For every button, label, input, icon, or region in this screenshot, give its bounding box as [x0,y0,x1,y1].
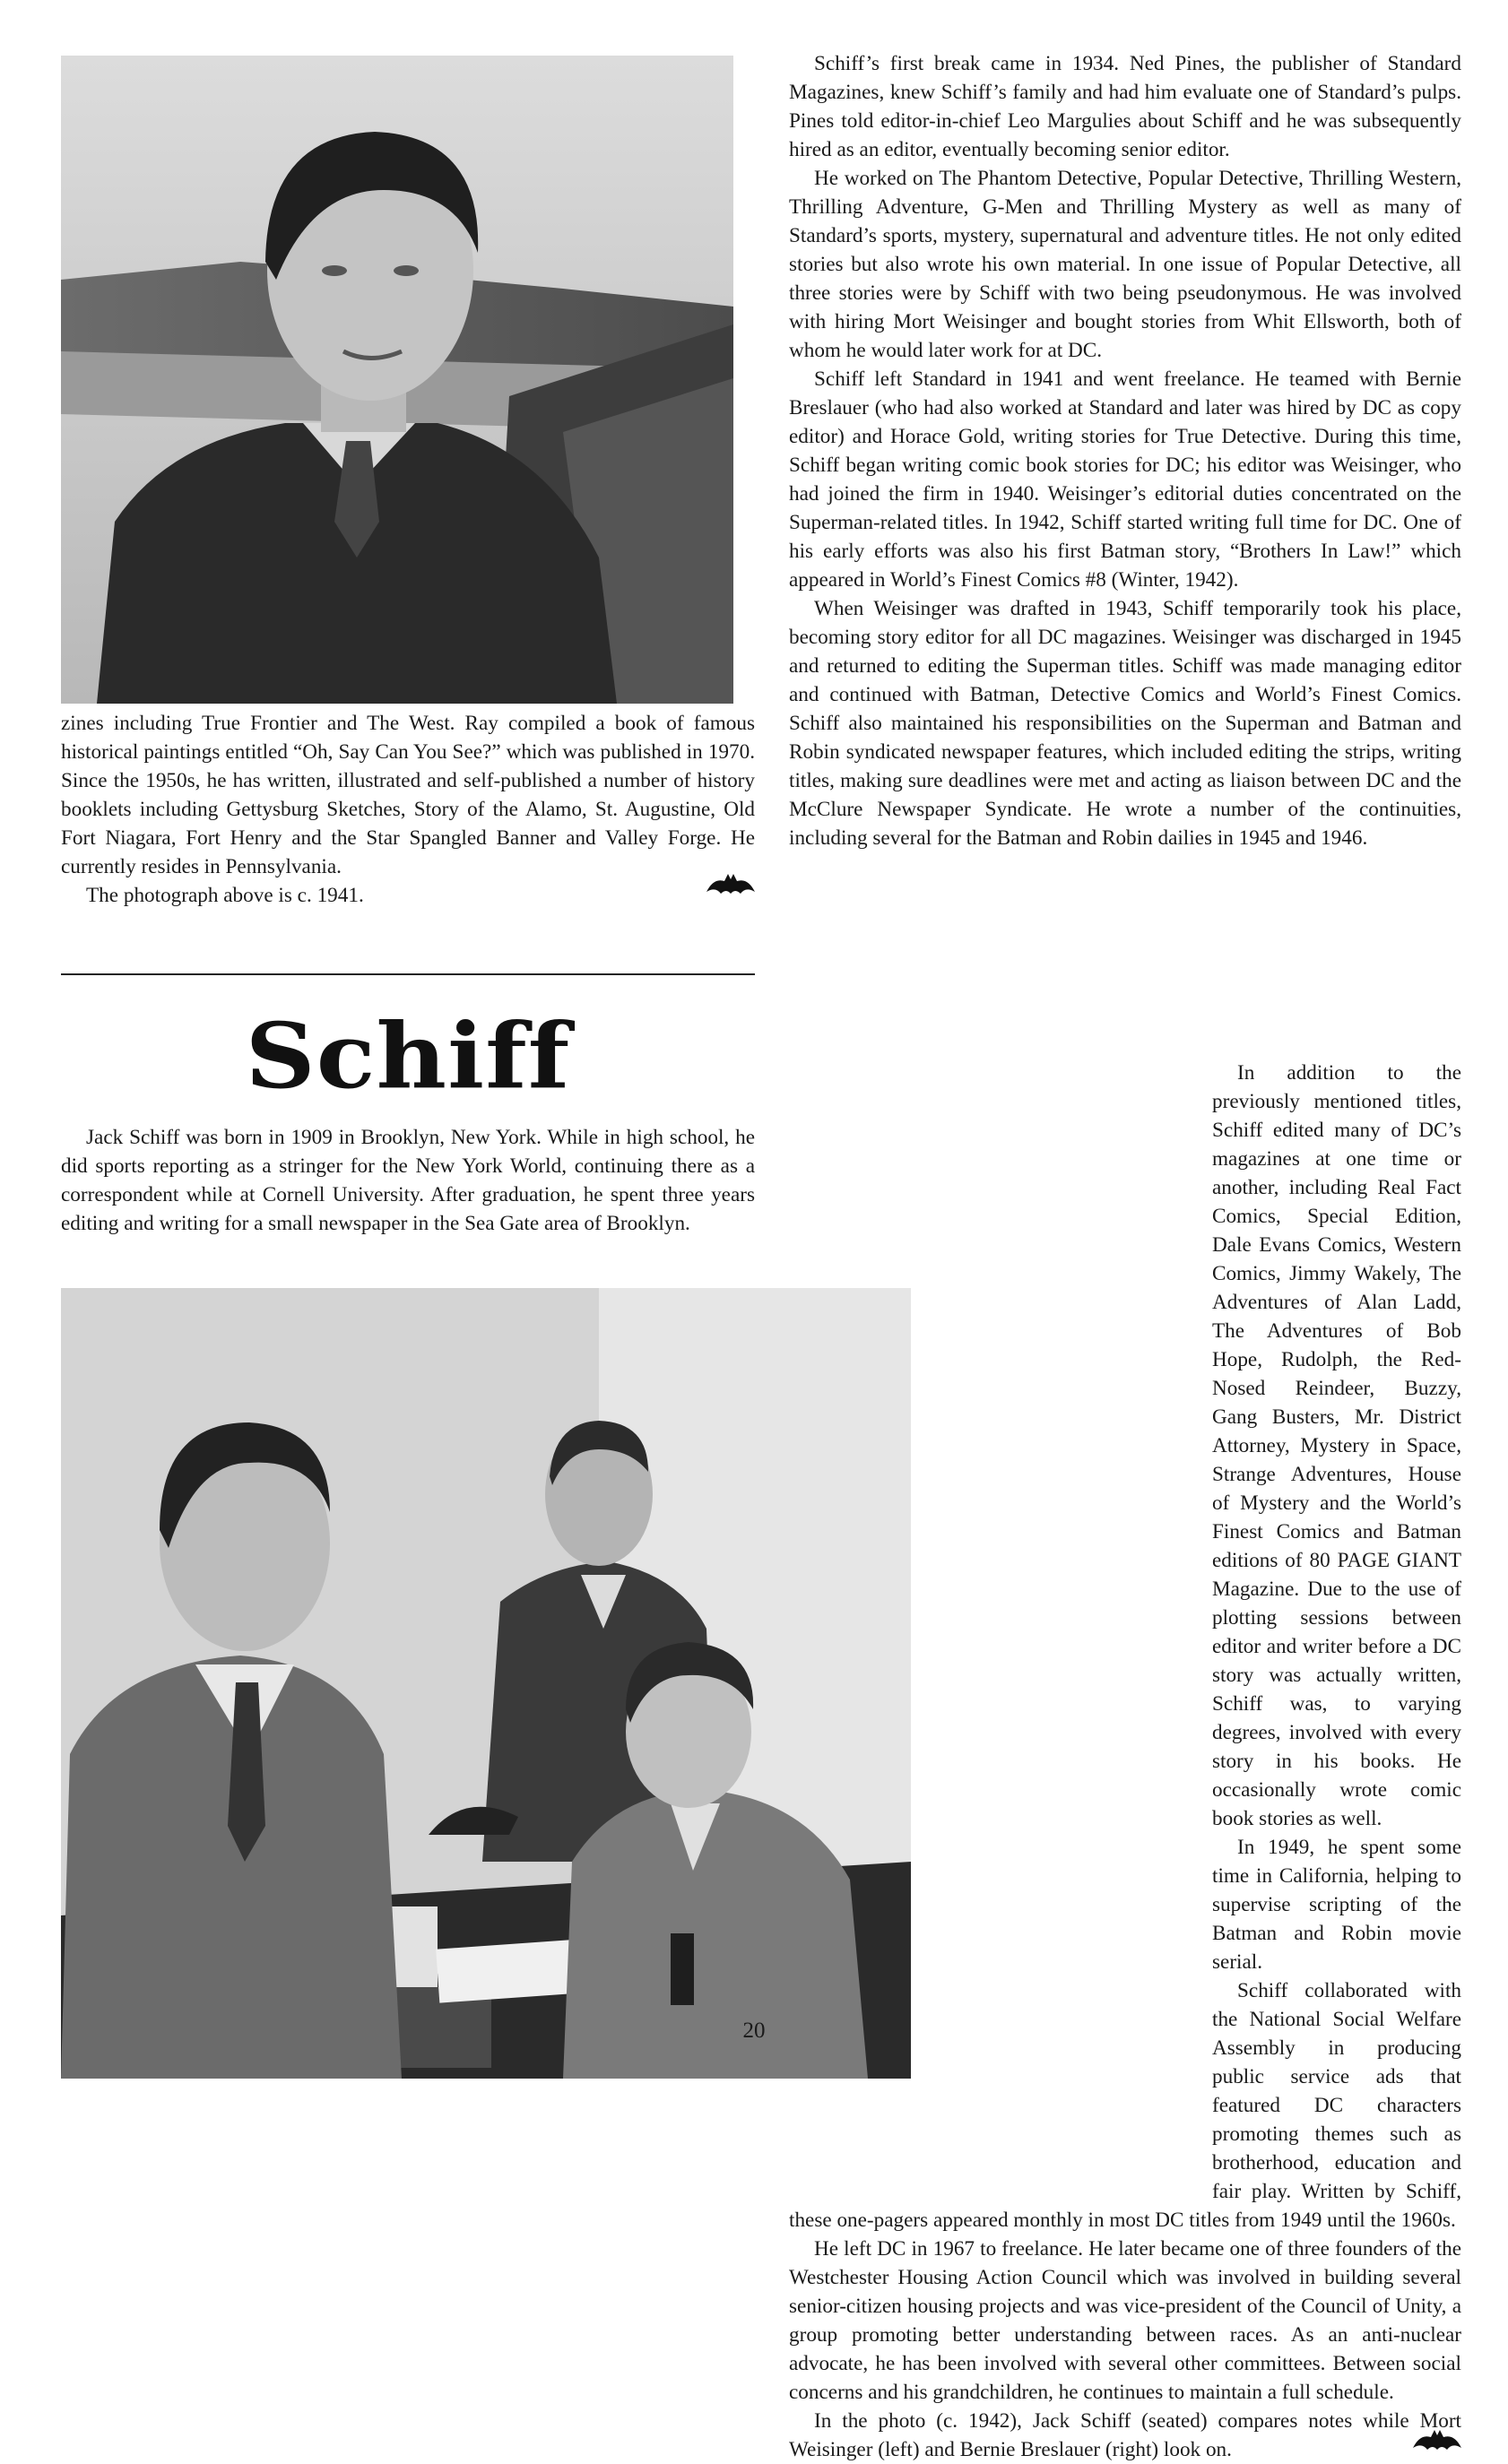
group-photo [61,1288,911,2079]
right-column-upper [789,49,1461,852]
paragraph-4: When Weisinger was drafted in 1943, Schiff temporarily took his place, becoming story editor for all DC magazines. Weisinger was discharged in 1945 and returned to editing the Superman titles. Schiff was made managing editor and continued with Batman, Detective Comics and World’s Finest Comics. Schiff also maintained his responsibilities on the Superman and Batman and Robin syndicated newspaper features, which included editing the strips, writing titles, making sure deadlines were met and acting as liaison between DC and the McClure Newspaper Syndicate. He wrote a number of the continuities, including several for the Batman and Robin dailies in 1945 and 1946. [789,597,1461,850]
group-photo-art [61,1288,911,2079]
bat-icon [681,874,755,903]
paragraph-9 [789,2407,1461,2464]
bio-ray-paragraph: zines including True Frontier and The West. Ray compiled a book of famous historical paintings entitled “Oh, Say Can You See?” which was published in 1970. Since the 1950s, he has written, illustrated and self-published a number of history booklets including Gettysburg Sketches, Story of the Alamo, St. Augustine, Old Fort Niagara, Fort Henry and the Star Spangled Banner and Valley Forge. He currently resides in Pennsylvania. [61,712,755,878]
paragraph-8: He left DC in 1967 to freelance. He later became one of three founders of the Westchester Housing Action Council which was involved in building several senior-citizen housing projects and was vice-president of the Council of Unity, a group promoting better understanding between races. As an anti-nuclear advocate, he has been involved with several other committees. Between social concerns and his grandchildren, he continues to maintain a full schedule. [789,2237,1461,2404]
photo-wrap-space [789,1288,1212,2184]
paragraph-1: Schiff’s first break came in 1934. Ned Pines, the publisher of Standard Magazines, knew Schiff’s family and had him evaluate one of Standard’s pulps. Pines told editor-in-chief Leo Margulies about Schiff and he was subsequently hired as an editor, eventually becoming senior editor. [789,52,1461,161]
right-column-lower [789,1059,1461,2464]
left-column-intro [61,1123,755,1238]
intro-paragraph: Jack Schiff was born in 1909 in Brooklyn, New York. While in high school, he did sports reporting as a stringer for the New York World, continuing there as a correspondent while at Cornell University. After graduation, he spent three years editing and writing for a small newspaper in the Sea Gate area of Brooklyn. [61,1126,755,1235]
portrait-photo-art [61,56,733,704]
section-heading: Schiff [245,1003,571,1109]
paragraph-7: Schiff collaborated with the National Social Welfare Assembly in producing public service ads that featured DC characters promoting themes such as brotherhood, education and fair play. Written by Schiff, these one-pagers appeared monthly in most DC titles from 1949 until the 1960s. [789,1979,1461,2232]
paragraph-9-text: In the photo (c. 1942), Jack Schiff (seated) compares notes while Mort Weisinger (left) and Bernie Breslauer (right) look on. [789,2409,1461,2461]
photo-note [61,881,755,910]
paragraph-5: In addition to the previously mentioned titles, Schiff edited many of DC’s magazines at one time or another, including Real Fact Comics, Special Edition, Dale Evans Comics, Western Comics, Jimmy Wakely, The Adventures of Alan Ladd, The Adventures of Bob Hope, Rudolph, the Red-Nosed Reindeer, Buzzy, Gang Busters, Mr. District Attorney, Mystery in Space, Strange Adventures, House of Mystery and the World’s Finest Comics and Batman editions of 80 PAGE GIANT Magazine. Due to the use of plotting sessions between editor and writer before a DC story was actually written, Schiff was, to varying degrees, involved with every story in his books. He occasionally wrote comic book stories as well. [1212,1061,1461,1830]
paragraph-2: He worked on The Phantom Detective, Popular Detective, Thrilling Western, Thrilling Adventure, G-Men and Thrilling Mystery as well as many of Standard’s sports, mystery, supernatural and adventure titles. He not only edited stories but also wrote his own material. In one issue of Popular Detective, all three stories were by Schiff with two being pseudonymous. He was involved with hiring Mort Weisinger and bought stories from Whit Ellsworth, both of whom he would later work for at DC. [789,167,1461,362]
photo-note-text: The photograph above is c. 1941. [86,884,364,907]
page-number: 20 [742,2019,766,2043]
portrait-photo [61,56,733,704]
paragraph-3: Schiff left Standard in 1941 and went freelance. He teamed with Bernie Breslauer (who had also worked at Standard and later was hired by DC as copy editor) and Horace Gold, writing stories for True Detective. During this time, Schiff began writing comic book stories for DC; his editor was Weisinger, who had joined the firm in 1940. Weisinger’s editorial duties concentrated on the Superman-related titles. In 1942, Schiff started writing full time for DC. One of his early efforts was also his first Batman story, “Brothers In Law!” which appeared in World’s Finest Comics #8 (Winter, 1942). [789,367,1461,592]
left-column-bio [61,709,755,910]
bat-icon-shape [706,874,755,895]
section-divider [61,973,755,975]
bat-icon-shape [1413,2430,1461,2451]
bat-icon [1388,2430,1461,2460]
paragraph-6: In 1949, he spent some time in California, helping to supervise scripting of the Batman and Robin movie serial. [1212,1836,1461,1974]
